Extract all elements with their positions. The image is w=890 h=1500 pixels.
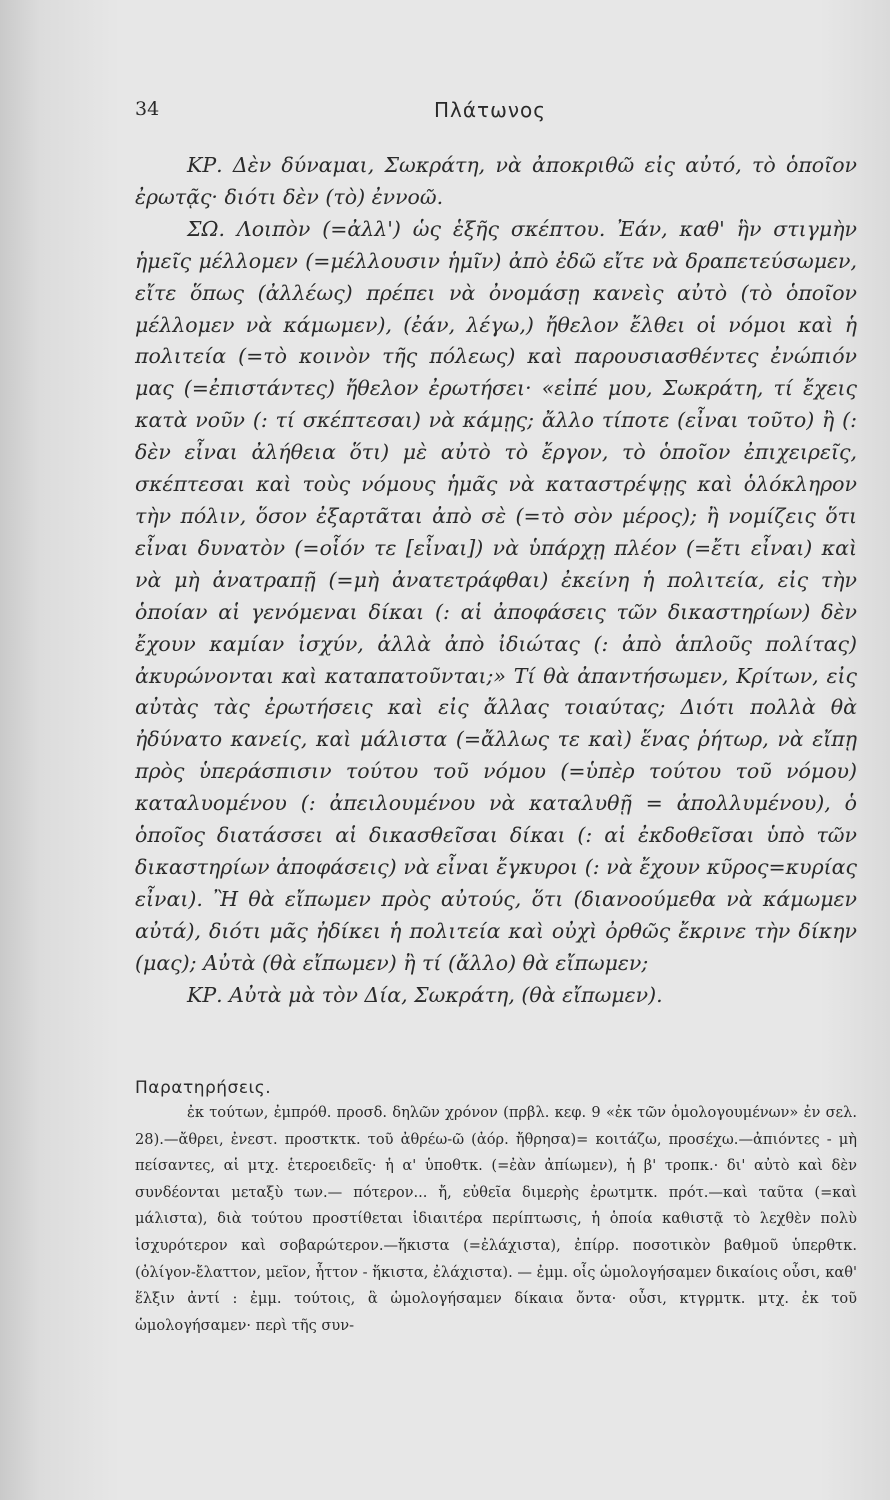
notes-paragraph: ἐκ τούτων, ἐμπρόθ. προσδ. δηλῶν χρόνον (πρβλ. κεφ. 9 «ἐκ τῶν ὁμολογουμένων» ἐν σελ. 28).—ἄθρει, ἐνεστ. προστκτκ. τοῦ ἀθρέω-ῶ (ἀόρ. ἤθρησα)= κοιτάζω, προσέχω.—ἀπιόντες - μὴ πείσαντες, αἱ μτχ. ἑτεροειδεῖς· ἡ α' ὑποθτκ. (=ἐὰν ἀπίωμεν), ἡ β' τροπκ.· δι' αὐτὸ καὶ δὲν συνδέονται μεταξὺ των.— πότερον... ἤ, εὐθεῖα διμερὴς ἐρωτμτκ. πρότ.—καὶ ταῦτα (=καὶ μάλιστα), διὰ τούτου προστίθεται ἰδιαιτέρα περίπτωσις, ἡ ὁποία καθιστᾷ τὸ λεχθὲν πολὺ ἰσχυρότερον καὶ σοβαρώτερον.—ἥκιστα (=ἐλάχιστα), ἐπίρρ. ποσοτικὸν βαθμοῦ ὑπερθτκ. (ὀλίγον-ἔλαττον, μεῖον, ἧττον - ἥκιστα, ἐλάχιστα). — ἐμμ. οἷς ὡμολογήσαμεν δικαίοις οὖσι, καθ' ἕλξιν ἀντί : ἐμμ. τούτοις, ἃ ὡμολογήσαμεν δίκαια ὄντα· οὖσι, κτγρμτκ. μτχ. ἐκ τοῦ ὡμολογήσαμεν· περὶ τῆς συν- — [135, 1104, 857, 1334]
footnotes — [135, 1100, 857, 1339]
main-text — [135, 150, 857, 1011]
notes-heading: Παρατηρήσεις. — [135, 1078, 272, 1098]
paragraph: ΚΡ. Δὲν δύναμαι, Σωκράτη, νὰ ἀποκριθῶ εἰς αὐτό, τὸ ὁποῖον ἐρωτᾷς· διότι δὲν (τὸ) ἐννοῶ. — [135, 153, 857, 209]
running-title: Πλάτωνος — [434, 98, 546, 122]
page-number: 34 — [135, 98, 160, 120]
paragraph: ΣΩ. Λοιπὸν (=ἀλλ') ὡς ἑξῆς σκέπτου. Ἐάν, καθ' ἣν στιγμὴν ἡμεῖς μέλλομεν (=μέλλουσιν ἡμῖν) ἀπὸ ἐδῶ εἴτε νὰ δραπετεύσωμεν, εἴτε ὅπως (ἀλλέως) πρέπει νὰ ὀνομάσῃ κανεὶς αὐτὸ (τὸ ὁποῖον μέλλομεν νὰ κάμωμεν), (ἐάν, λέγω,) ἤθελον ἔλθει οἱ νόμοι καὶ ἡ πολιτεία (=τὸ κοινὸν τῆς πόλεως) καὶ παρουσιασθέντες ἐνώπιόν μας (=ἐπιστάντες) ἤθελον ἐρωτήσει· «εἰπέ μου, Σωκράτη, τί ἔχεις κατὰ νοῦν (: τί σκέπτεσαι) νὰ κάμῃς; ἄλλο τίποτε (εἶναι τοῦτο) ἢ (: δὲν εἶναι ἀλήθεια ὅτι) μὲ αὐτὸ τὸ ἔργον, τὸ ὁποῖον ἐπιχειρεῖς, σκέπτεσαι καὶ τοὺς νόμους ἡμᾶς νὰ καταστρέψῃς καὶ ὁλόκληρον τὴν πόλιν, ὅσον ἐξαρτᾶται ἀπὸ σὲ (=τὸ σὸν μέρος); ἢ νομίζεις ὅτι εἶναι δυνατὸν (=οἷόν τε [εἶναι]) νὰ ὑπάρχῃ πλέον (=ἔτι εἶναι) καὶ νὰ μὴ ἀνατραπῇ (=μὴ ἀνατετράφθαι) ἐκείνη ἡ πολιτεία, εἰς τὴν ὁποίαν αἱ γενόμεναι δίκαι (: αἱ ἀποφάσεις τῶν δικαστηρίων) δὲν ἔχουν καμίαν ἰσχύν, ἀλλὰ ἀπὸ ἰδιώτας (: ἀπὸ ἁπλοῦς πολίτας) ἀκυρώνονται καὶ καταπατοῦνται;» Τί θὰ ἀπαντήσωμεν, Κρίτων, εἰς αὐτὰς τὰς ἐρωτήσεις καὶ εἰς ἄλλας τοιαύτας; Διότι πολλὰ θὰ ἠδύνατο κανείς, καὶ μάλιστα (=ἄλλως τε καὶ) ἕνας ῥήτωρ, νὰ εἴπῃ πρὸς ὑπεράσπισιν τούτου τοῦ νόμου (=ὑπὲρ τούτου τοῦ νόμου) καταλυομένου (: ἀπειλουμένου νὰ καταλυθῇ = ἀπολλυμένου), ὁ ὁποῖος διατάσσει αἱ δικασθεῖσαι δίκαι (: αἱ ἐκδοθεῖσαι ὑπὸ τῶν δικαστηρίων ἀποφάσεις) νὰ εἶναι ἔγκυροι (: νὰ ἔχουν κῦρος=κυρίας εἶναι). Ἢ θὰ εἴπωμεν πρὸς αὐτούς, ὅτι (διανοούμεθα νὰ κάμωμεν αὐτά), διότι μᾶς ἠδίκει ἡ πολιτεία καὶ οὐχὶ ὀρθῶς ἔκρινε τὴν δίκην (μας); Αὐτὰ (θὰ εἴπωμεν) ἢ τί (ἄλλο) θὰ εἴπωμεν; — [135, 216, 857, 975]
page-header — [135, 98, 845, 128]
paragraph: ΚΡ. Αὐτὰ μὰ τὸν Δία, Σωκράτη, (θὰ εἴπωμεν). — [187, 982, 663, 1007]
